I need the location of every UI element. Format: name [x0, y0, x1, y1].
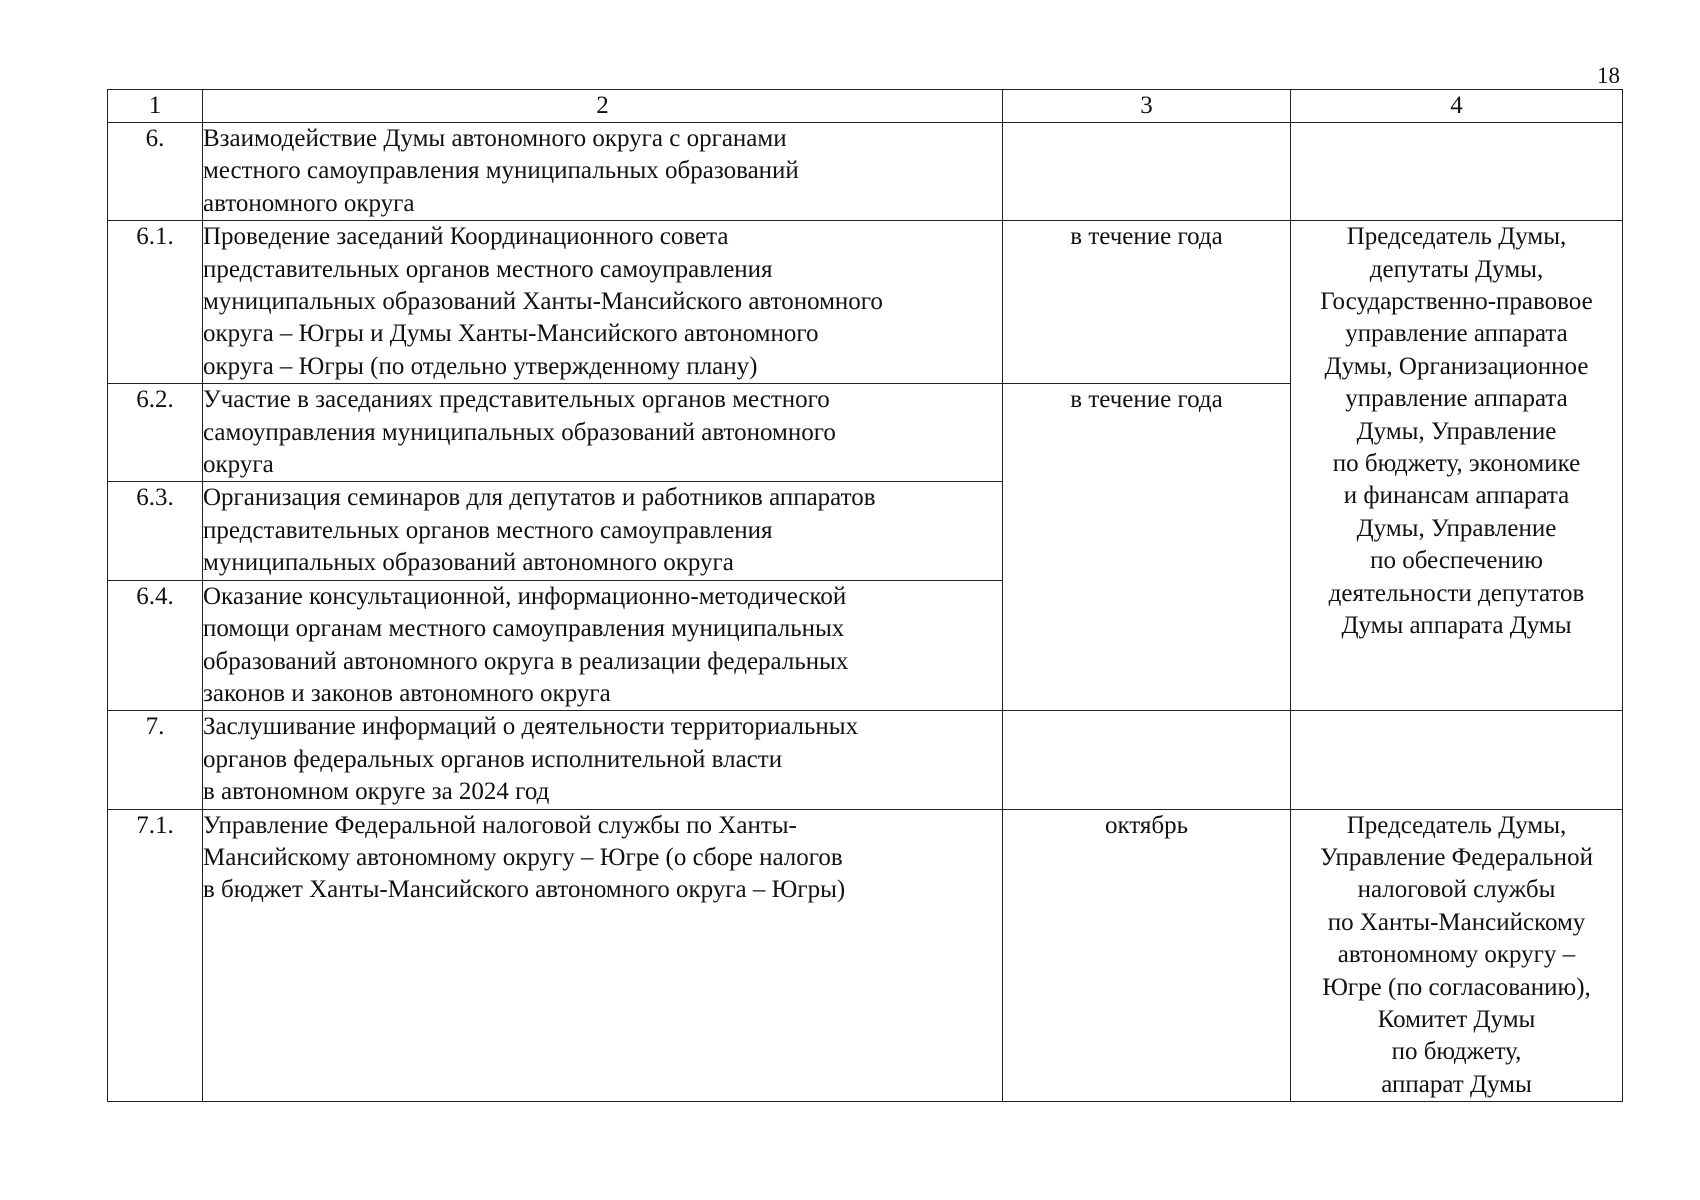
- description-line: образований автономного округа в реализации федеральных: [203, 647, 849, 675]
- item-number: 6.4.: [108, 580, 203, 711]
- item-number: 6.3.: [108, 482, 203, 580]
- item-responsible: [1291, 809, 1623, 1102]
- description-line: органов федеральных органов исполнительной власти: [203, 745, 783, 773]
- responsible-line: Комитет Думы: [1377, 1005, 1536, 1033]
- responsible-line: и финансам аппарата: [1343, 482, 1570, 510]
- item-description: [203, 482, 1003, 580]
- table-row: [108, 221, 1623, 384]
- responsible-line: аппарат Думы: [1381, 1070, 1532, 1098]
- description-line: округа: [203, 451, 274, 479]
- description-line: Мансийскому автономному округу – Югре (о сборе налогов: [203, 843, 843, 871]
- responsible-line: Государственно-правовое: [1320, 288, 1593, 316]
- table-header-row: [108, 90, 1623, 123]
- item-responsible: [1291, 221, 1623, 711]
- item-deadline: [1003, 711, 1291, 809]
- description-line: самоуправления муниципальных образований автономного: [203, 418, 836, 446]
- item-description: [203, 123, 1003, 221]
- description-line: муниципальных образований Ханты-Мансийского автономного: [203, 288, 883, 316]
- responsible-line: Думы, Управление: [1356, 417, 1557, 445]
- column-header-1: 1: [108, 90, 203, 123]
- item-description: [203, 580, 1003, 711]
- item-description: [203, 221, 1003, 384]
- description-line: Управление Федеральной налоговой службы по Ханты-: [203, 811, 797, 839]
- description-line: в автономном округе за 2024 год: [203, 778, 550, 806]
- responsible-line: деятельности депутатов: [1328, 579, 1585, 607]
- column-header-4: 4: [1291, 90, 1623, 123]
- description-line: представительных органов местного самоуправления: [203, 255, 773, 283]
- responsible-line: Думы, Управление: [1356, 514, 1557, 542]
- description-line: Взаимодействие Думы автономного округа с органами: [203, 125, 787, 152]
- item-number: 6.: [108, 123, 203, 221]
- responsible-line: по бюджету,: [1391, 1038, 1522, 1066]
- responsible-line: Председатель Думы,: [1346, 223, 1567, 251]
- description-line: муниципальных образований автономного округа: [203, 549, 734, 577]
- description-line: Оказание консультационной, информационно-методической: [203, 582, 847, 610]
- responsible-line: управление аппарата: [1345, 385, 1568, 413]
- responsible-line: по Ханты-Мансийскому: [1327, 908, 1586, 936]
- item-deadline: [1003, 123, 1291, 221]
- description-line: законов и законов автономного округа: [203, 679, 611, 707]
- description-line: Организация семинаров для депутатов и работников аппаратов: [203, 484, 876, 512]
- table-row: [108, 809, 1623, 1102]
- description-line: Заслушивание информаций о деятельности территориальных: [203, 713, 859, 741]
- table-row: [108, 123, 1623, 221]
- item-deadline: октябрь: [1003, 809, 1291, 1102]
- responsible-line: по бюджету, экономике: [1332, 450, 1581, 478]
- responsible-line: Думы аппарата Думы: [1341, 612, 1572, 640]
- responsible-line: Думы, Организационное: [1324, 352, 1589, 380]
- item-responsible: [1291, 123, 1623, 221]
- responsible-line: депутаты Думы,: [1369, 255, 1544, 283]
- description-line: округа – Югры (по отдельно утвержденному плану): [203, 352, 758, 380]
- page-number: 18: [1597, 63, 1620, 88]
- responsible-line: налоговой службы: [1357, 876, 1556, 904]
- item-deadline: в течение года: [1003, 221, 1291, 384]
- item-number: 6.2.: [108, 384, 203, 482]
- description-line: автономного округа: [203, 189, 415, 217]
- responsible-line: по обеспечению: [1370, 547, 1543, 575]
- responsible-line: Председатель Думы,: [1346, 811, 1567, 839]
- table-row: [108, 711, 1623, 809]
- description-line: Проведение заседаний Координационного совета: [203, 223, 729, 251]
- column-header-3: 3: [1003, 90, 1291, 123]
- item-number: 6.1.: [108, 221, 203, 384]
- item-responsible: [1291, 711, 1623, 809]
- item-description: [203, 809, 1003, 1102]
- responsible-line: управление аппарата: [1345, 320, 1568, 348]
- description-line: помощи органам местного самоуправления муниципальных: [203, 615, 845, 643]
- column-header-2: 2: [203, 90, 1003, 123]
- description-line: представительных органов местного самоуправления: [203, 516, 773, 544]
- item-description: [203, 384, 1003, 482]
- plan-table: [107, 89, 1623, 1102]
- description-line: Участие в заседаниях представительных органов местного: [203, 386, 830, 414]
- description-line: округа – Югры и Думы Ханты-Мансийского автономного: [203, 320, 819, 348]
- responsible-line: автономному округу –: [1337, 941, 1576, 969]
- item-description: [203, 711, 1003, 809]
- description-line: местного самоуправления муниципальных образований: [203, 157, 799, 185]
- responsible-line: Управление Федеральной: [1320, 843, 1593, 871]
- item-number: 7.1.: [108, 809, 203, 1102]
- item-deadline: в течение года: [1003, 384, 1291, 711]
- responsible-line: Югре (по согласованию),: [1322, 973, 1591, 1001]
- description-line: в бюджет Ханты-Мансийского автономного округа – Югры): [203, 876, 846, 904]
- item-number: 7.: [108, 711, 203, 809]
